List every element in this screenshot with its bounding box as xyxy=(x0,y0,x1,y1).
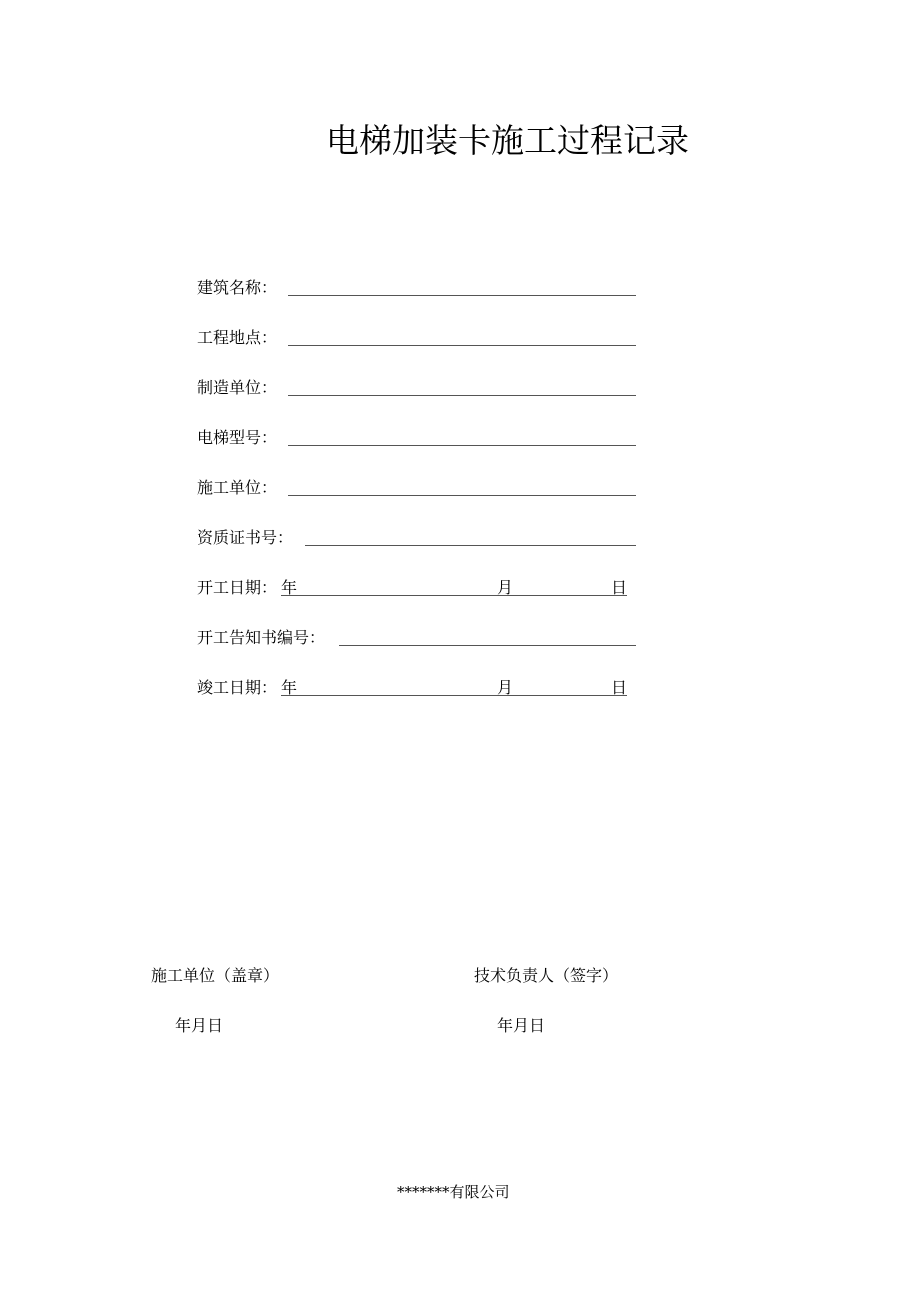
construction-unit-line[interactable] xyxy=(288,495,636,496)
completion-date-label: 竣工日期： xyxy=(197,678,278,697)
qualification-cert-line[interactable] xyxy=(305,545,636,546)
company-name: *******有限公司 xyxy=(397,1183,510,1201)
elevator-model-label: 电梯型号： xyxy=(197,428,278,447)
project-location-line[interactable] xyxy=(288,345,636,346)
start-notice-label: 开工告知书编号： xyxy=(197,628,326,647)
manufacturer-label: 制造单位： xyxy=(197,378,278,397)
manufacturer-line[interactable] xyxy=(288,395,636,396)
tech-lead-label: 技术负责人（签字） xyxy=(474,966,619,985)
qualification-cert-label: 资质证书号： xyxy=(197,528,294,547)
start-date-day: 日 xyxy=(611,578,628,597)
document-title: 电梯加装卡施工过程记录 xyxy=(326,121,689,160)
start-date-year: 年 xyxy=(281,578,298,597)
unit-seal-label: 施工单位（盖章） xyxy=(151,966,280,985)
completion-date-month: 月 xyxy=(497,678,514,697)
building-name-label: 建筑名称： xyxy=(197,278,278,297)
completion-date-line[interactable] xyxy=(281,695,627,696)
start-date-label: 开工日期： xyxy=(197,578,278,597)
start-notice-line[interactable] xyxy=(339,645,636,646)
completion-date-year: 年 xyxy=(281,678,298,697)
construction-unit-label: 施工单位： xyxy=(197,478,278,497)
start-date-line[interactable] xyxy=(281,595,627,596)
elevator-model-line[interactable] xyxy=(288,445,636,446)
completion-date-day: 日 xyxy=(611,678,628,697)
start-date-month: 月 xyxy=(497,578,514,597)
unit-date-label: 年月日 xyxy=(175,1016,224,1035)
project-location-label: 工程地点： xyxy=(197,328,278,347)
building-name-line[interactable] xyxy=(288,295,636,296)
tech-date-label: 年月日 xyxy=(497,1016,546,1035)
